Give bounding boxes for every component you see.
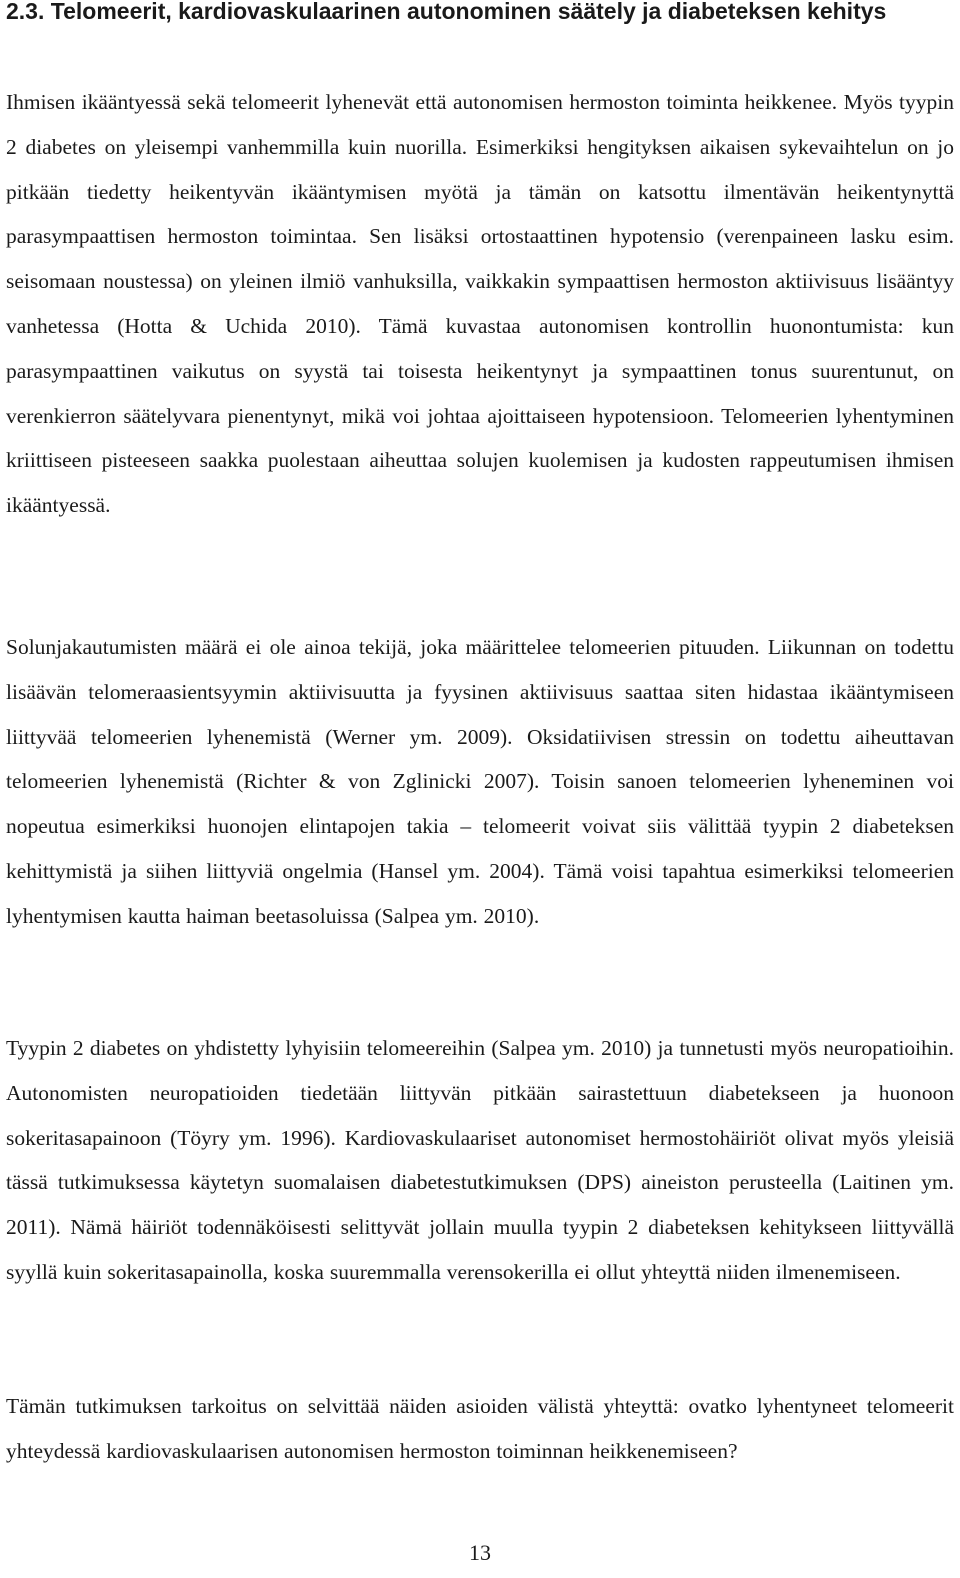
paragraph-diabetes-neuropathy: Tyypin 2 diabetes on yhdistetty lyhyisiin telomeereihin (Salpea ym. 2010) ja tunnetusti myös neuropatioihin. Autonomisten neuropatioiden tiedetään liittyvän pitkään sairastettuun diabetekseen ja huonoon sokeritasapainoon (Töyry ym. 1996). Kardiovaskulaariset autonomiset hermostohäiriöt olivat myös yleisiä tässä tutkimuksessa käytetyn suomalaisen diabetestutkimuksen (DPS) aineiston perusteella (Laitinen ym. 2011). Nämä häiriöt todennäköisesti selittyvät jollain muulla tyypin 2 diabeteksen kehitykseen liittyvällä syyllä kuin sokeritasapainolla, koska suuremmalla verensokerilla ei ollut yhteyttä niiden ilmenemiseen. — [6, 1036, 954, 1284]
section-heading: 2.3. Telomeerit, kardiovaskulaarinen autonominen säätely ja diabeteksen kehitys — [6, 0, 887, 24]
paragraph-telomere-length: Solunjakautumisten määrä ei ole ainoa tekijä, joka määrittelee telomeerien pituuden. Liikunnan on todettu lisäävän telomeraasientsyymin aktiivisuutta ja fyysinen aktiivisuus saattaa siten hidastaa ikääntymiseen liittyvää telomeerien lyhenemistä (Werner ym. 2009). Oksidatiivisen stressin on todettu aiheuttavan telomeerien lyhenemistä (Richter & von Zglinicki 2007). Toisin sanoen telomeerien lyheneminen voi nopeutua esimerkiksi huonojen elintapojen takia – telomeerit voivat siis välittää tyypin 2 diabeteksen kehittymistä ja siihen liittyviä ongelmia (Hansel ym. 2004). Tämä voisi tapahtua esimerkiksi telomeerien lyhentymisen kautta haiman beetasoluissa (Salpea ym. 2010). — [6, 635, 954, 928]
page-number: 13 — [469, 1540, 491, 1565]
paragraph-aging: Ihmisen ikääntyessä sekä telomeerit lyhenevät että autonomisen hermoston toiminta heikkenee. Myös tyypin 2 diabetes on yleisempi vanhemmilla kuin nuorilla. Esimerkiksi hengityksen aikaisen sykevaihtelun on jo pitkään tiedetty heikentyvän ikääntymisen myötä ja tämän on katsottu ilmentävän heikentynyttä parasympaattisen hermoston toimintaa. Sen lisäksi ortostaattinen hypotensio (verenpaineen lasku esim. seisomaan noustessa) on yleinen ilmiö vanhuksilla, vaikkakin sympaattisen hermoston aktiivisuus lisääntyy vanhetessa (Hotta & Uchida 2010). Tämä kuvastaa autonomisen kontrollin huonontumista: kun parasympaattinen vaikutus on syystä tai toisesta heikentynyt ja sympaattinen tonus suurentunut, on verenkierron säätelyvara pienentynyt, mikä voi johtaa ajoittaiseen hypotensioon. Telomeerien lyhentyminen kriittiseen pisteeseen saakka puolestaan aiheuttaa solujen kuolemisen ja kudosten rappeutumisen ihmisen ikääntyessä. — [6, 90, 954, 518]
paragraph-research-aim: Tämän tutkimuksen tarkoitus on selvittää näiden asioiden välistä yhteyttä: ovatko lyhentyneet telomeerit yhteydessä kardiovaskulaarisen autonomisen hermoston toiminnan heikkenemiseen? — [6, 1394, 954, 1463]
